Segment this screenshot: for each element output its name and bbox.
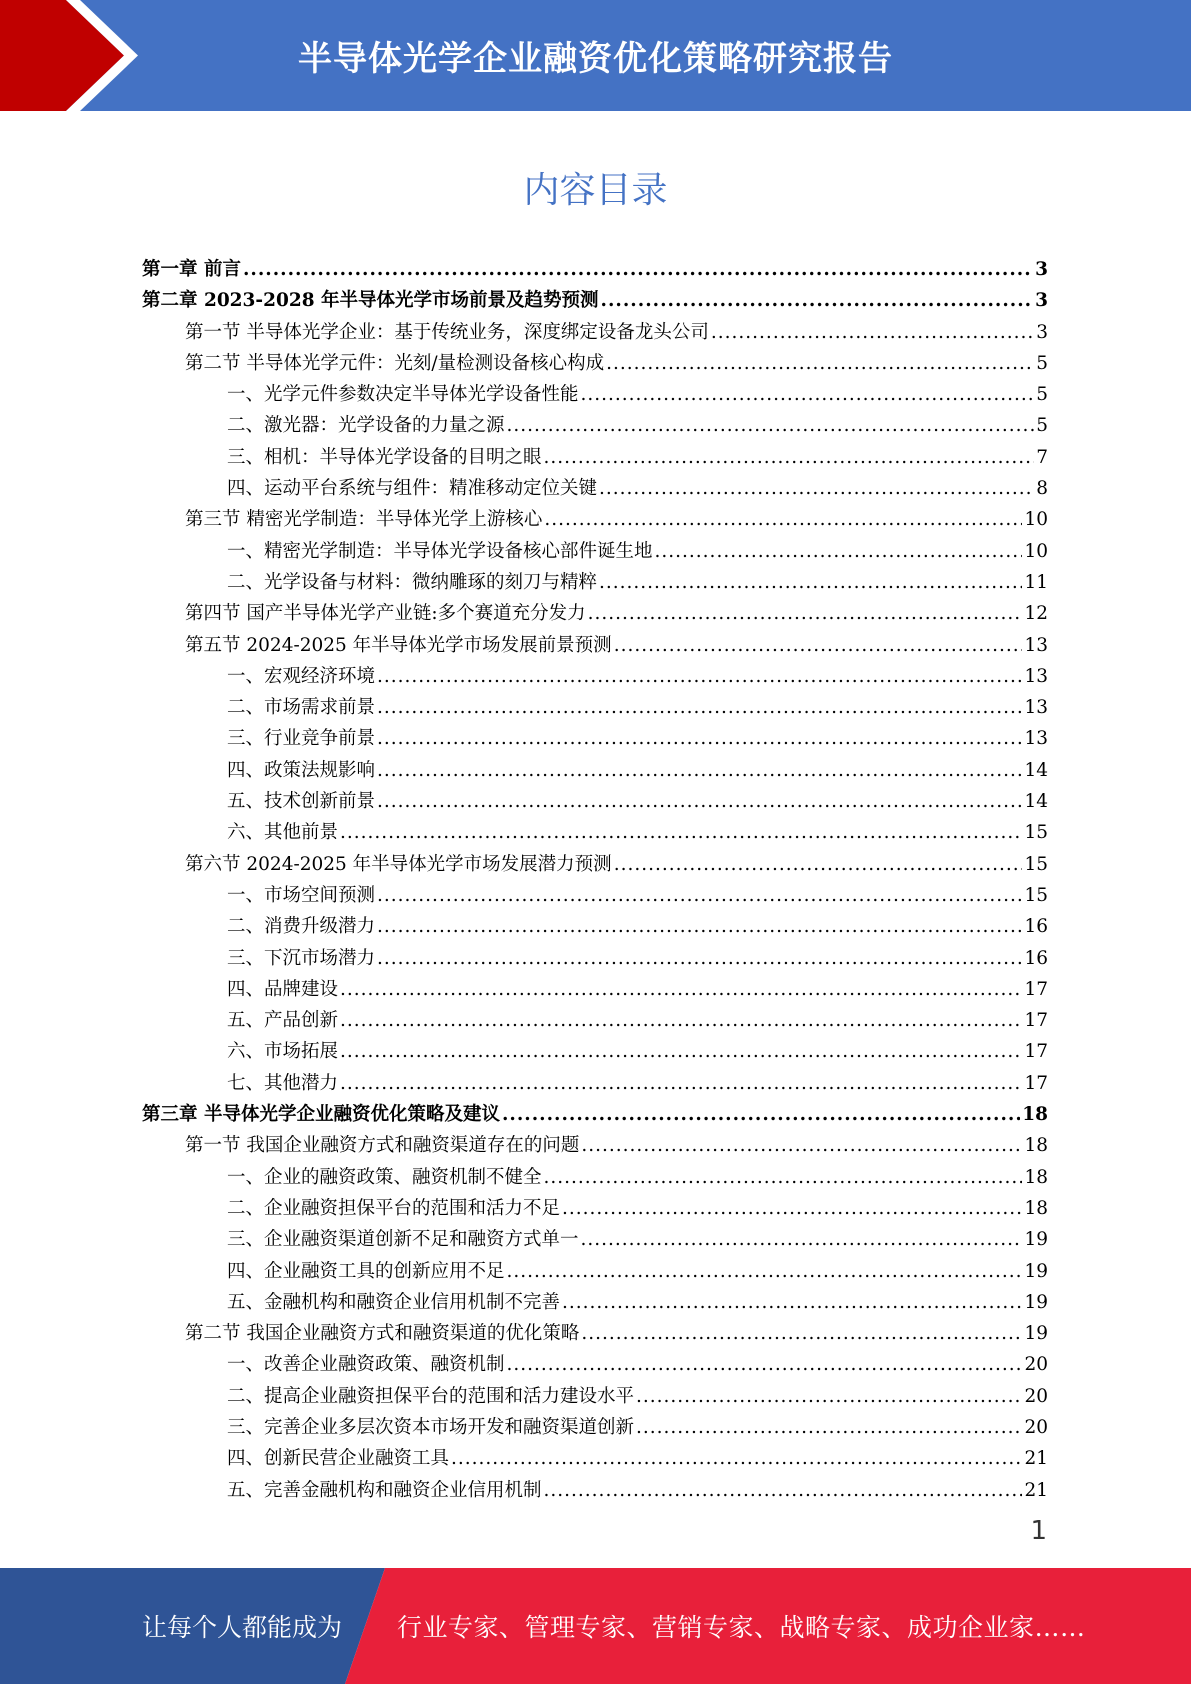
- dot-leader: [243, 254, 1033, 285]
- toc-entry[interactable]: [142, 692, 1048, 723]
- toc-entry-page: 14: [1024, 759, 1048, 781]
- footer-slogan-left: 让每个人都能成为: [142, 1613, 343, 1642]
- toc-entry-label: 五、技术创新前景: [227, 791, 376, 813]
- dot-leader: [377, 786, 1022, 817]
- toc-entry-label: 第一节 我国企业融资方式和融资渠道存在的问题: [185, 1135, 580, 1157]
- toc-entry-page: 3: [1035, 290, 1048, 312]
- toc-entry-page: 5: [1036, 415, 1048, 437]
- toc-entry-page: 11: [1024, 571, 1048, 593]
- toc-entry-label: 一、改善企业融资政策、融资机制: [227, 1354, 505, 1376]
- page-number: 1: [1030, 1516, 1047, 1546]
- toc-entry-page: 20: [1024, 1385, 1048, 1407]
- dot-leader: [599, 567, 1022, 598]
- toc-entry[interactable]: [142, 630, 1048, 661]
- toc-entry-page: 10: [1024, 509, 1048, 531]
- toc-entry[interactable]: [142, 317, 1048, 348]
- toc-entry-page: 13: [1024, 728, 1048, 750]
- toc-entry[interactable]: [142, 504, 1048, 535]
- dot-leader: [601, 285, 1034, 316]
- toc-entry-page: 17: [1024, 1072, 1048, 1094]
- toc-entry[interactable]: [142, 1224, 1048, 1255]
- toc-entry[interactable]: [142, 1287, 1048, 1318]
- header-banner: [0, 0, 1191, 111]
- toc-entry[interactable]: [142, 1318, 1048, 1349]
- dot-leader: [340, 1068, 1022, 1099]
- toc-entry[interactable]: [142, 379, 1048, 410]
- toc-entry-label: 三、企业融资渠道创新不足和融资方式单一: [227, 1229, 579, 1251]
- toc-entry-label: 六、其他前景: [227, 822, 339, 844]
- toc-entry-page: 19: [1024, 1229, 1048, 1251]
- dot-leader: [544, 1475, 1023, 1506]
- toc-entry[interactable]: [142, 1475, 1048, 1506]
- toc-entry-page: 17: [1024, 1010, 1048, 1032]
- toc-entry[interactable]: [142, 567, 1048, 598]
- toc-entry-label: 二、光学设备与材料：微纳雕琢的刻刀与精粹: [227, 571, 598, 593]
- dot-leader: [377, 692, 1022, 723]
- toc-entry-page: 15: [1024, 853, 1048, 875]
- dot-leader: [340, 1036, 1022, 1067]
- toc-entry-page: 8: [1036, 478, 1048, 500]
- toc-entry-label: 第二节 半导体光学元件：光刻/量检测设备核心构成: [185, 352, 605, 374]
- dot-leader: [636, 1381, 1022, 1412]
- toc-entry-page: 12: [1024, 603, 1048, 625]
- dot-leader: [636, 1412, 1022, 1443]
- toc-entry[interactable]: [142, 1068, 1048, 1099]
- toc-entry-label: 四、品牌建设: [227, 978, 339, 1000]
- toc-entry-label: 一、市场空间预测: [227, 884, 376, 906]
- dot-leader: [606, 348, 1034, 379]
- toc-entry-page: 17: [1024, 978, 1048, 1000]
- dot-leader: [377, 755, 1022, 786]
- toc-entry-label: 一、精密光学制造：半导体光学设备核心部件诞生地: [227, 540, 653, 562]
- toc-entry[interactable]: [142, 1005, 1048, 1036]
- report-title: 半导体光学企业融资优化策略研究报告: [298, 39, 893, 79]
- toc-entry[interactable]: [142, 974, 1048, 1005]
- toc-entry-page: 19: [1024, 1291, 1048, 1313]
- toc-entry[interactable]: [142, 1443, 1048, 1474]
- footer-banner: [0, 1568, 1191, 1684]
- toc-entry-label: 三、完善企业多层次资本市场开发和融资渠道创新: [227, 1416, 635, 1438]
- toc-entry-label: 五、产品创新: [227, 1010, 339, 1032]
- dot-leader: [340, 974, 1022, 1005]
- toc-entry-label: 第二章 2023-2028 年半导体光学市场前景及趋势预测: [142, 290, 599, 312]
- toc-entry-page: 16: [1024, 916, 1048, 938]
- dot-leader: [377, 911, 1022, 942]
- toc-entry-label: 第二节 我国企业融资方式和融资渠道的优化策略: [185, 1323, 580, 1345]
- toc-entry[interactable]: [142, 755, 1048, 786]
- toc-entry-label: 一、企业的融资政策、融资机制不健全: [227, 1166, 542, 1188]
- toc-entry[interactable]: [142, 598, 1048, 629]
- toc-entry-label: 四、运动平台系统与组件：精准移动定位关键: [227, 478, 598, 500]
- toc-entry[interactable]: [142, 1349, 1048, 1380]
- table-of-contents: [142, 254, 1048, 1506]
- toc-entry-label: 五、金融机构和融资企业信用机制不完善: [227, 1291, 561, 1313]
- dot-leader: [655, 536, 1023, 567]
- toc-entry-label: 三、行业竞争前景: [227, 728, 376, 750]
- toc-entry[interactable]: [142, 817, 1048, 848]
- dot-leader: [544, 1162, 1023, 1193]
- toc-entry-page: 13: [1024, 634, 1048, 656]
- toc-entry-page: 3: [1035, 259, 1048, 280]
- dot-leader: [377, 661, 1022, 692]
- toc-entry-page: 19: [1024, 1260, 1048, 1282]
- dot-leader: [581, 1318, 1022, 1349]
- dot-leader: [377, 723, 1022, 754]
- toc-entry[interactable]: [142, 1381, 1048, 1412]
- toc-entry[interactable]: [142, 1256, 1048, 1287]
- toc-entry-label: 第六节 2024-2025 年半导体光学市场发展潜力预测: [185, 853, 612, 875]
- toc-entry[interactable]: [142, 536, 1048, 567]
- toc-entry[interactable]: [142, 442, 1048, 473]
- dot-leader: [507, 410, 1035, 441]
- toc-entry-label: 四、政策法规影响: [227, 759, 376, 781]
- toc-entry-page: 20: [1024, 1416, 1048, 1438]
- toc-entry[interactable]: [142, 410, 1048, 441]
- toc-entry[interactable]: [142, 473, 1048, 504]
- dot-leader: [377, 880, 1022, 911]
- toc-entry[interactable]: [142, 348, 1048, 379]
- toc-entry-page: 13: [1024, 697, 1048, 719]
- dot-leader: [377, 943, 1022, 974]
- toc-entry[interactable]: [142, 723, 1048, 754]
- dot-leader: [588, 598, 1023, 629]
- toc-entry-label: 第一节 半导体光学企业：基于传统业务，深度绑定设备龙头公司: [185, 321, 709, 343]
- toc-entry[interactable]: [142, 849, 1048, 880]
- toc-entry-label: 五、完善金融机构和融资企业信用机制: [227, 1479, 542, 1501]
- toc-entry-page: 5: [1036, 352, 1048, 374]
- toc-entry-label: 四、创新民营企业融资工具: [227, 1448, 450, 1470]
- toc-entry-page: 7: [1036, 446, 1048, 468]
- toc-entry[interactable]: [142, 1193, 1048, 1224]
- toc-entry-label: 三、下沉市场潜力: [227, 947, 376, 969]
- dot-leader: [544, 504, 1022, 535]
- toc-entry-page: 18: [1024, 1166, 1048, 1188]
- toc-entry-page: 20: [1024, 1354, 1048, 1376]
- toc-entry-page: 15: [1024, 822, 1048, 844]
- toc-entry-label: 第四节 国产半导体光学产业链:多个赛道充分发力: [185, 603, 586, 625]
- dot-leader: [562, 1287, 1022, 1318]
- toc-entry-label: 第五节 2024-2025 年半导体光学市场发展前景预测: [185, 634, 612, 656]
- dot-leader: [614, 849, 1023, 880]
- toc-entry-page: 18: [1022, 1104, 1048, 1126]
- dot-leader: [340, 1005, 1022, 1036]
- toc-entry-page: 17: [1024, 1041, 1048, 1063]
- dot-leader: [502, 1099, 1020, 1130]
- toc-entry-label: 七、其他潜力: [227, 1072, 339, 1094]
- toc-entry[interactable]: [142, 943, 1048, 974]
- toc-entry[interactable]: [142, 285, 1048, 316]
- dot-leader: [711, 317, 1034, 348]
- dot-leader: [507, 1349, 1023, 1380]
- toc-entry[interactable]: [142, 1130, 1048, 1161]
- toc-entry-page: 19: [1024, 1323, 1048, 1345]
- dot-leader: [544, 442, 1035, 473]
- toc-entry-page: 14: [1024, 791, 1048, 813]
- toc-entry[interactable]: [142, 1162, 1048, 1193]
- toc-entry-label: 三、相机：半导体光学设备的目明之眼: [227, 446, 542, 468]
- dot-leader: [562, 1193, 1022, 1224]
- toc-entry-label: 二、消费升级潜力: [227, 916, 376, 938]
- toc-heading: 内容目录: [523, 170, 668, 211]
- dot-leader: [614, 630, 1023, 661]
- toc-entry[interactable]: [142, 880, 1048, 911]
- toc-entry-page: 18: [1024, 1197, 1048, 1219]
- toc-entry-page: 5: [1036, 384, 1048, 406]
- dot-leader: [581, 1224, 1023, 1255]
- toc-entry-label: 二、提高企业融资担保平台的范围和活力建设水平: [227, 1385, 635, 1407]
- toc-entry-label: 第三节 精密光学制造：半导体光学上游核心: [185, 509, 543, 531]
- toc-entry-page: 3: [1036, 321, 1048, 343]
- toc-entry-label: 二、激光器：光学设备的力量之源: [227, 415, 505, 437]
- toc-entry[interactable]: [142, 661, 1048, 692]
- dot-leader: [581, 1130, 1022, 1161]
- toc-entry-label: 二、企业融资担保平台的范围和活力不足: [227, 1197, 561, 1219]
- toc-entry-page: 13: [1024, 665, 1048, 687]
- dot-leader: [581, 379, 1035, 410]
- toc-entry-page: 21: [1024, 1448, 1048, 1470]
- toc-entry-label: 一、宏观经济环境: [227, 665, 376, 687]
- dot-leader: [507, 1256, 1023, 1287]
- toc-entry[interactable]: [142, 254, 1048, 285]
- toc-entry-label: 四、企业融资工具的创新应用不足: [227, 1260, 505, 1282]
- toc-entry[interactable]: [142, 1099, 1048, 1130]
- toc-entry-page: 21: [1024, 1479, 1048, 1501]
- dot-leader: [599, 473, 1034, 504]
- dot-leader: [340, 817, 1022, 848]
- toc-entry-page: 16: [1024, 947, 1048, 969]
- toc-entry-page: 10: [1024, 540, 1048, 562]
- toc-entry-label: 一、光学元件参数决定半导体光学设备性能: [227, 384, 579, 406]
- toc-entry-label: 第一章 前言: [142, 259, 241, 280]
- toc-entry[interactable]: [142, 786, 1048, 817]
- toc-entry-label: 二、市场需求前景: [227, 697, 376, 719]
- footer-slogan-right: 行业专家、管理专家、营销专家、战略专家、成功企业家……: [397, 1613, 1086, 1642]
- toc-entry-page: 18: [1024, 1135, 1048, 1157]
- toc-entry-page: 15: [1024, 884, 1048, 906]
- toc-entry-label: 第三章 半导体光学企业融资优化策略及建议: [142, 1104, 500, 1126]
- toc-entry[interactable]: [142, 1412, 1048, 1443]
- toc-entry[interactable]: [142, 911, 1048, 942]
- toc-entry-label: 六、市场拓展: [227, 1041, 339, 1063]
- toc-entry[interactable]: [142, 1036, 1048, 1067]
- dot-leader: [451, 1443, 1022, 1474]
